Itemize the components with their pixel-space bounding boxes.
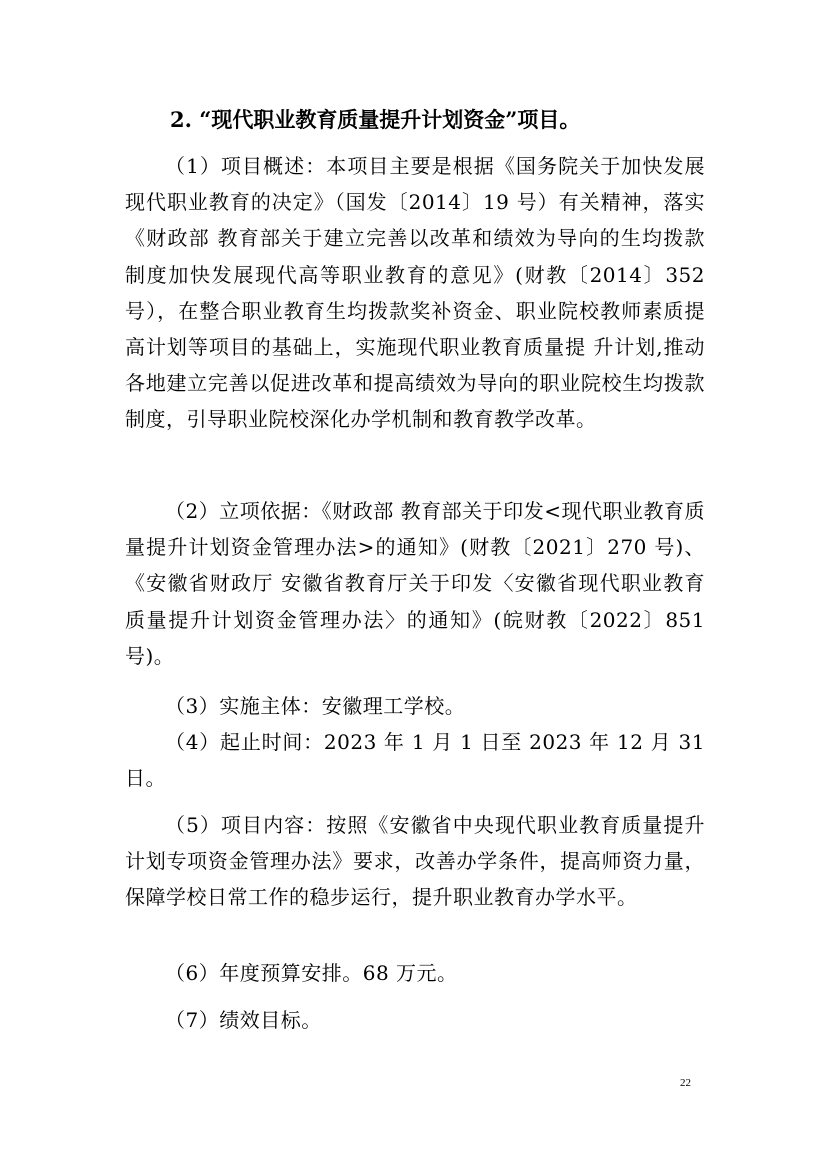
content-text: （5）项目内容：按照《安徽省中央现代职业教育质量提升计划专项资金管理办法》要求，改善办学条件，提高师资力量，保障学校日常工作的稳步运行，提升职业教育办学水平。 bbox=[125, 813, 705, 910]
basis-text: （2）立项依据：《财政部 教育部关于印发<现代职业教育质量提升计划资金管理办法>的通知》(财教〔2021〕270 号)、《安徽省财政厅 安徽省教育厅关于印发〈安徽省现代职业教育质量提升计划资金管理办法〉的通知》(皖财教〔2022〕851 号)。 bbox=[125, 499, 705, 668]
paragraph-basis bbox=[125, 493, 705, 674]
paragraph-subject bbox=[125, 688, 705, 724]
paragraph-targets bbox=[125, 1002, 705, 1038]
subject-text: （3）实施主体：安徽理工学校。 bbox=[165, 694, 466, 718]
period-text: （4）起止时间：2023 年 1 月 1 日至 2023 年 12 月 31 日。 bbox=[125, 730, 705, 791]
paragraph-budget bbox=[125, 955, 705, 991]
page-number: 22 bbox=[680, 1077, 691, 1089]
section-heading: 2. “现代职业教育质量提升计划资金”项目。 bbox=[170, 107, 581, 132]
paragraph-overview bbox=[125, 148, 705, 438]
paragraph-content bbox=[125, 807, 705, 916]
budget-text: （6）年度预算安排。68 万元。 bbox=[165, 961, 458, 985]
overview-text: （1）项目概述：本项目主要是根据《国务院关于加快发展现代职业教育的决定》（国发〔2014〕19 号）有关精神，落实《财政部 教育部关于建立完善以改革和绩效为导向的生均拨款制度加快发展现代高等职业教育的意见》(财教〔2014〕352 号），在整合职业教育生均拨款奖补资金、职业院校教师素质提高计划等项目的基础上，实施现代职业教育质量提 升计划,推动各地建立完善以促进改革和提高绩效为导向的职业院校生均拨款制度，引导职业院校深化办学机制和教育教学改革。 bbox=[125, 154, 705, 432]
targets-text: （7）绩效目标。 bbox=[165, 1008, 322, 1032]
paragraph-period bbox=[125, 724, 705, 796]
